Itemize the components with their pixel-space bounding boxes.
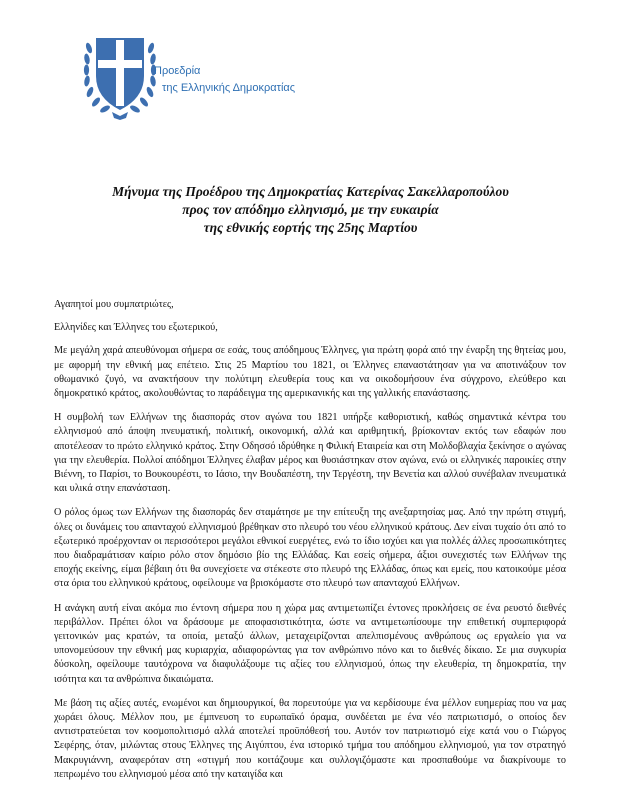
paragraph-5: Με βάση τις αξίες αυτές, ενωμένοι και δημιουργικοί, θα πορευτούμε για να κερδίσουμε ένα μέλλον ευημερίας που να μας χωράει όλους. Μέλλον που, με έμπνευση το ευρωπαϊκό όραμα, συνδέεται με ένα νέο πατριωτισμό, ο οποίος δεν αντιστρατεύεται τον κοσμοπολιτισμό αλλά αποτελεί προϋπόθεσή του. Αυτόν τον πατριωτισμό είχε κατά νου ο Γιώργος Σεφέρης, όταν, μιλώντας στους Έλληνες της Αιγύπτου, ένα ιστορικό τμήμα του απόδημου ελληνισμού, για τον στρατηγό Μακρυγιάννη, αναφερόταν στη «στιγμή που κοιτάζουμε και συλλογιζόμαστε και προσπαθούμε να διακρίνουμε το πεπρωμένο του ελληνισμού μέσα από την καταιγίδα και (54, 697, 566, 780)
salutation-line2: Ελληνίδες και Έλληνες του εξωτερικού, (54, 322, 218, 334)
organization-name (154, 63, 295, 97)
greek-coat-of-arms-icon (81, 26, 159, 122)
title-line1: Μήνυμα της Προέδρου της Δημοκρατίας Κατερίνας Σακελλαροπούλου (112, 184, 509, 199)
title-line2: προς τον απόδημο ελληνισμό, με την ευκαιρία (182, 202, 439, 217)
paragraph-4: Η ανάγκη αυτή είναι ακόμα πιο έντονη σήμερα που η χώρα μας αντιμετωπίζει έντονες προκλήσεις σε ένα ρευστό διεθνές περιβάλλον. Πρέπει όλοι να δράσουμε με αποφασιστικότητα, ώστε να αντιμετωπίσουμε την επιθετική συμπεριφορά γειτονικών μας κρατών, τα οποία, μεταξύ άλλων, μεταχειρίζονται απελπισμένους ανθρώπους ως εργαλείο για να υπονομεύσουν την εθνική μας κυριαρχία, αδιαφορώντας για τον ανθρώπινο πόνο και το διεθνές δίκαιο. Σε μια συγκυρία δύσκολη, οφείλουμε ταυτόχρονα να διαφυλάξουμε τις αξίες του ελληνισμού, όπως την ελευθερία, τη δημοκρατία, την ισότητα και τα ανθρώπινα δικαιώματα. (54, 602, 566, 685)
document-title (40, 183, 581, 237)
letterhead (81, 26, 381, 126)
org-name-line2: της Ελληνικής Δημοκρατίας (162, 82, 296, 94)
paragraph-1: Με μεγάλη χαρά απευθύνομαι σήμερα σε εσάς, τους απόδημους Έλληνες, για πρώτη φορά από την έναρξη της θητείας μου, με αφορμή την εθνική μας επέτειο. Στις 25 Μαρτίου του 1821, οι Έλληνες επαναστάτησαν για να αποτινάξουν τον οθωμανικό ζυγό, να ανακτήσουν την πολύτιμη ελευθερία τους και να οικοδομήσουν ένα σύγχρονο, ελεύθερο και δημοκρατικό κράτος, ακολουθώντας το παράδειγμα της αμερικανικής και της γαλλικής επανάστασης. (54, 345, 566, 400)
paragraph-2: Η συμβολή των Ελλήνων της διασποράς στον αγώνα του 1821 υπήρξε καθοριστική, καθώς σημαντικά κέντρα του ελληνισμού από άποψη πνευματική, πολιτική, οικονομική, αλλά και αριθμητική, βρίσκονταν εκτός των εδαφών που αποτέλεσαν το πρώτο ελληνικό κράτος. Στην Οδησσό ιδρύθηκε η Φιλική Εταιρεία και στη Μολδοβλαχία ξεκίνησε ο αγώνας για την ελευθερία. Πολλοί απόδημοι Έλληνες έλαβαν μέρος και θυσιάστηκαν στον αγώνα, ενώ οι ελληνικές παροικίες στην Βιέννη, το Παρίσι, το Βουκουρέστι, το Ιάσιο, την Βουδαπέστη, την Τεργέστη, την Βενετία και αλλού συνέβαλαν πνευματικά και υλικά στην επανάσταση. (54, 412, 566, 495)
salutation-line1: Αγαπητοί μου συμπατριώτες, (54, 299, 174, 310)
paragraph-3: Ο ρόλος όμως των Ελλήνων της διασποράς δεν σταμάτησε με την επίτευξη της ανεξαρτησίας μας. Από την πρώτη στιγμή, όλες οι δυνάμεις του απανταχού ελληνισμού βρέθηκαν στο πλευρό του νέου ελληνικού κράτους. Δεν είναι τυχαίο ότι από το εξωτερικό προέρχονταν οι περισσότεροι μεγάλοι εθνικοί ευεργέτες, ενώ το ίδιο ισχύει και για πολλές άλλες προσωπικότητες που διαδραμάτισαν καίριο ρόλο στον δημόσιο βίο της Ελλάδας. Και εσείς σήμερα, άξιοι συνεχιστές των Ελλήνων της εποχής εκείνης, είμαι βέβαιη ότι θα συνεχίσετε να στέκεστε στο πλευρό της Ελλάδας, όπως και εμείς, που κατοικούμε μέσα στα όρια του ελληνικού κράτους, οφείλουμε να βρισκόμαστε στο πλευρό των απανταχού Ελλήνων. (54, 507, 566, 590)
title-line3: της εθνικής εορτής της 25ης Μαρτίου (203, 220, 418, 235)
letter-body (54, 298, 566, 792)
org-name-line1: Προεδρία (154, 65, 201, 77)
